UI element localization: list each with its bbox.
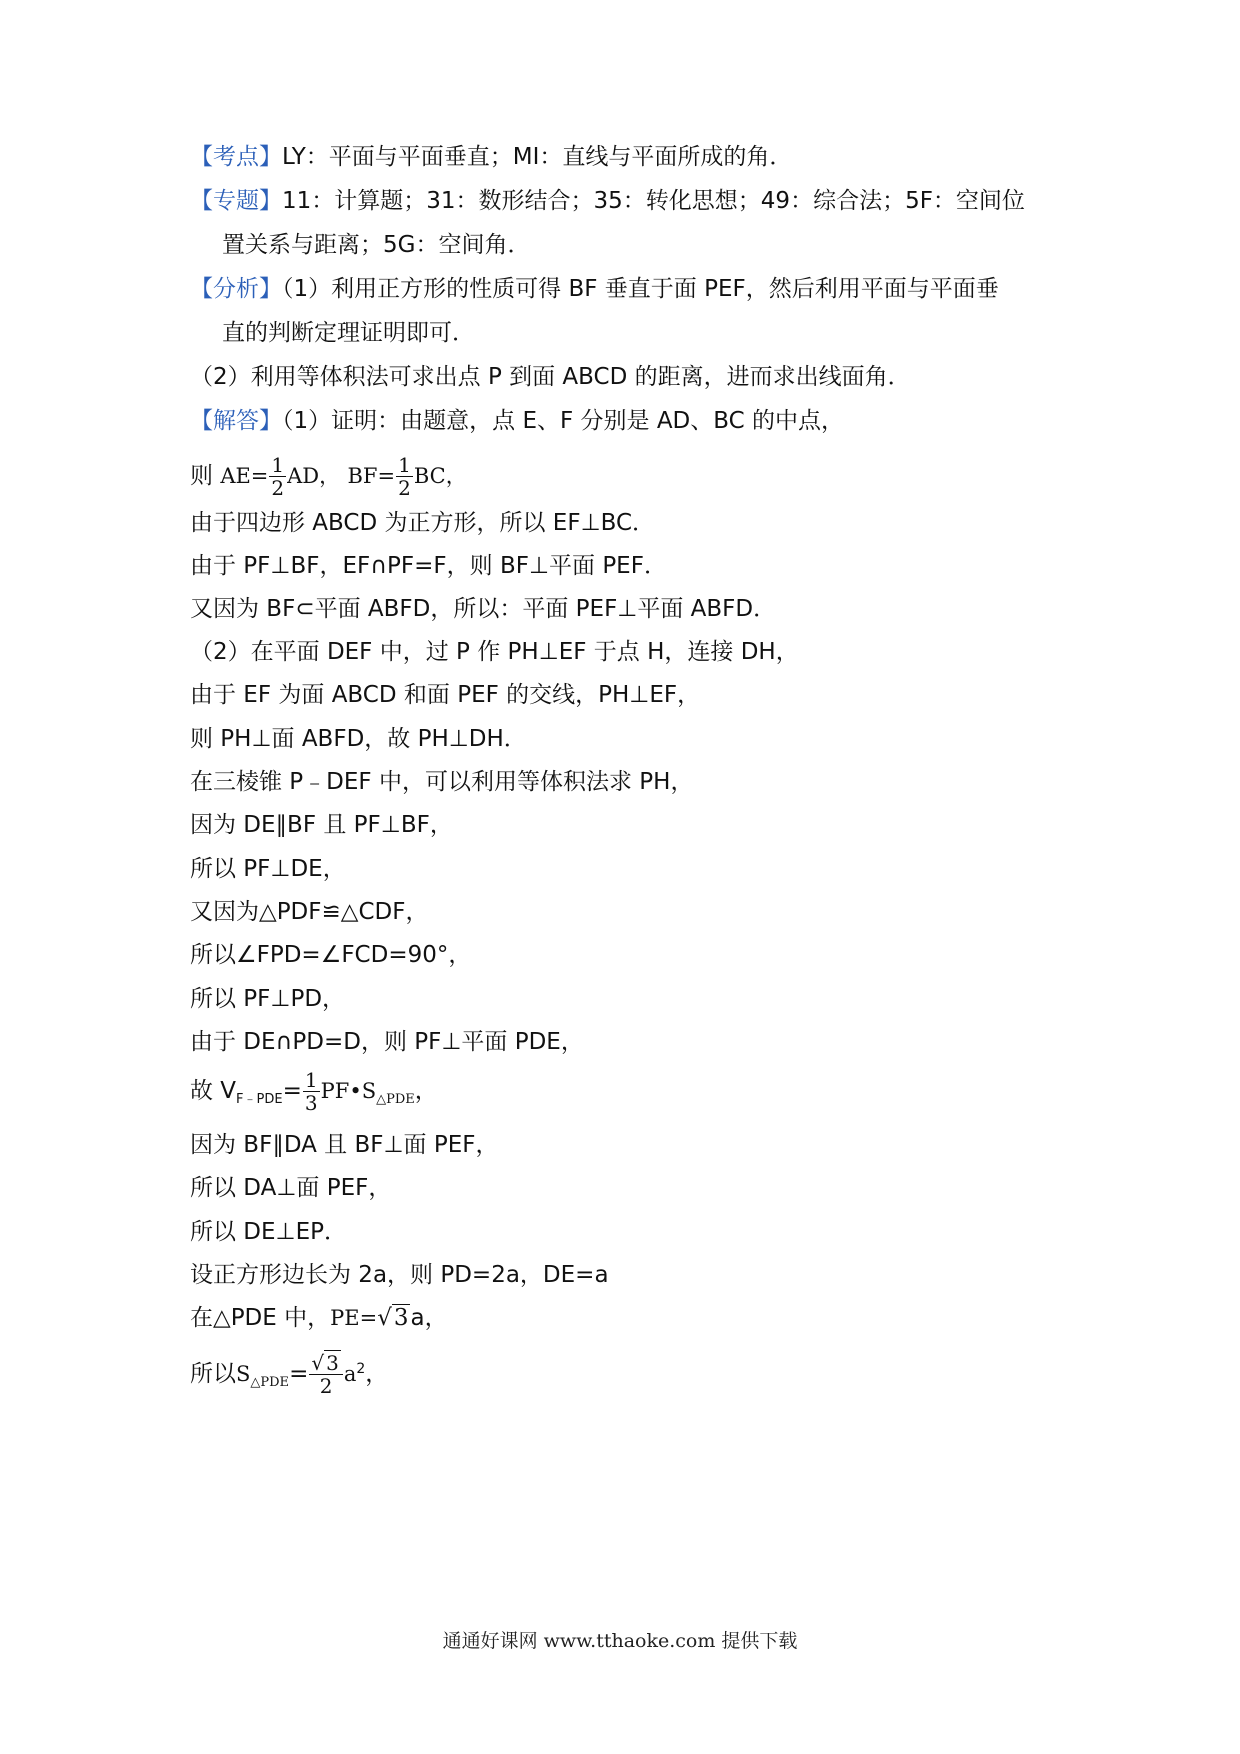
- s-text: S: [361, 1079, 377, 1103]
- line-14: 所以∠FPD=∠FCD=90°，: [190, 942, 472, 968]
- line-19: 所以 DA⊥面 PEF，: [190, 1175, 392, 1201]
- line-10: 在三棱锥 P﹣DEF 中，可以利用等体积法求 PH，: [190, 769, 694, 795]
- line-18: 因为 BF∥DA 且 BF⊥面 PEF，: [190, 1132, 499, 1158]
- frac-den: 3: [304, 1091, 318, 1115]
- jieda-text-1: （1）证明：由题意，点 E、F 分别是 AD、BC 的中点，: [282, 408, 845, 434]
- line-21: 设正方形边长为 2a，则 PD=2a，DE=a: [190, 1262, 609, 1288]
- line-fenxi-3: （2）利用等体积法可求出点 P 到面 ABCD 的距离，进而求出线面角．: [190, 364, 911, 390]
- line-17-volume: [190, 1062, 1070, 1129]
- kaodian-text: LY：平面与平面垂直；MI：直线与平面所成的角．: [282, 144, 793, 170]
- line-ae-bf-fractions: [190, 447, 1070, 505]
- suoyi: 所以: [190, 1361, 236, 1387]
- eq-sign: =: [282, 1078, 302, 1104]
- line-05: 由于 PF⊥BF，EF∩PF=F，则 BF⊥平面 PEF．: [190, 553, 667, 579]
- frac-den: 2: [398, 476, 411, 500]
- line-13: 又因为△PDF≌△CDF，: [190, 899, 429, 925]
- line-09: 则 PH⊥面 ABFD，故 PH⊥DH．: [190, 726, 527, 752]
- pe-tail: a，: [410, 1305, 448, 1331]
- fenxi-text-1: （1）利用正方形的性质可得 BF 垂直于面 PEF，然后利用平面与平面垂: [282, 276, 999, 302]
- ad-text: AD，: [287, 464, 341, 488]
- frac-num: 1: [271, 453, 285, 477]
- fraction-one-third: [303, 1069, 320, 1114]
- line-07: （2）在平面 DEF 中，过 P 作 PH⊥EF 于点 H，连接 DH，: [190, 639, 799, 665]
- fraction-one-half-bf: [396, 454, 413, 499]
- eq-sign: =: [289, 1361, 309, 1387]
- line-zhuanti-2: 置关系与距离；5G：空间角．: [222, 232, 531, 258]
- bf-eq: BF=: [347, 464, 396, 488]
- gu-v: 故 V: [190, 1078, 237, 1104]
- line-12: 所以 PF⊥DE，: [190, 856, 346, 882]
- bc-text: BC，: [413, 464, 467, 488]
- tag-zhuanti: 【专题】: [190, 188, 282, 214]
- sqrt-radicand: 3: [393, 1305, 409, 1331]
- tag-kaodian: 【考点】: [190, 144, 282, 170]
- line-11: 因为 DE∥BF 且 PF⊥BF，: [190, 812, 453, 838]
- line-16: 由于 DE∩PD=D，则 PF⊥平面 PDE，: [190, 1029, 584, 1055]
- v-subscript: F﹣PDE: [236, 1092, 283, 1107]
- line-08: 由于 EF 为面 ABCD 和面 PEF 的交线，PH⊥EF，: [190, 682, 701, 708]
- line-zhuanti-1: [190, 184, 1070, 218]
- a-text: a: [343, 1362, 357, 1386]
- ae-eq: AE=: [220, 464, 269, 488]
- pf-text: PF: [320, 1079, 350, 1103]
- pe-eq: PE=: [330, 1306, 378, 1330]
- frac-den: 2: [271, 476, 285, 500]
- fraction-sqrt3-over-2: [309, 1352, 342, 1397]
- pde-intro: 在△PDE 中，: [190, 1305, 331, 1331]
- frac-num: 1: [398, 453, 411, 477]
- page-footer: 通通好课网 www.tthaoke.com 提供下载: [442, 1630, 798, 1652]
- comma: ，: [365, 1361, 389, 1387]
- line-kaodian: [190, 140, 1070, 174]
- frac-num: 1: [304, 1068, 318, 1092]
- frac-num: √ 3: [309, 1352, 342, 1375]
- tag-fenxi: 【分析】: [190, 276, 282, 302]
- tag-jieda: 【解答】: [190, 408, 282, 434]
- line-20: 所以 DE⊥EP．: [190, 1219, 347, 1245]
- frac-den: 2: [319, 1374, 333, 1398]
- zhuanti-text-1: 11：计算题；31：数形结合；35：转化思想；49：综合法；5F：空间位: [282, 188, 1025, 214]
- s-subscript: △PDE: [250, 1375, 290, 1390]
- comma: ，: [414, 1078, 438, 1104]
- line-22-pe: [190, 1301, 1070, 1335]
- sqrt-3: √3: [377, 1305, 409, 1331]
- dot: •: [349, 1079, 362, 1103]
- line-04: 由于四边形 ABCD 为正方形，所以 EF⊥BC．: [190, 510, 656, 536]
- line-23-area: [190, 1338, 1070, 1414]
- fraction-one-half-ae: [269, 454, 286, 499]
- s-text: S: [236, 1362, 251, 1386]
- s-subscript: △PDE: [376, 1092, 415, 1107]
- ze-text: 则: [190, 463, 213, 489]
- line-fenxi-2: 直的判断定理证明即可．: [222, 320, 475, 346]
- sqrt-radicand: 3: [326, 1351, 339, 1375]
- exponent: 2: [356, 1361, 366, 1377]
- line-15: 所以 PF⊥PD，: [190, 986, 346, 1012]
- line-06: 又因为 BF⊂平面 ABFD，所以：平面 PEF⊥平面 ABFD．: [190, 596, 777, 622]
- line-fenxi-1: [190, 272, 1070, 306]
- line-jieda-1: [190, 404, 1070, 438]
